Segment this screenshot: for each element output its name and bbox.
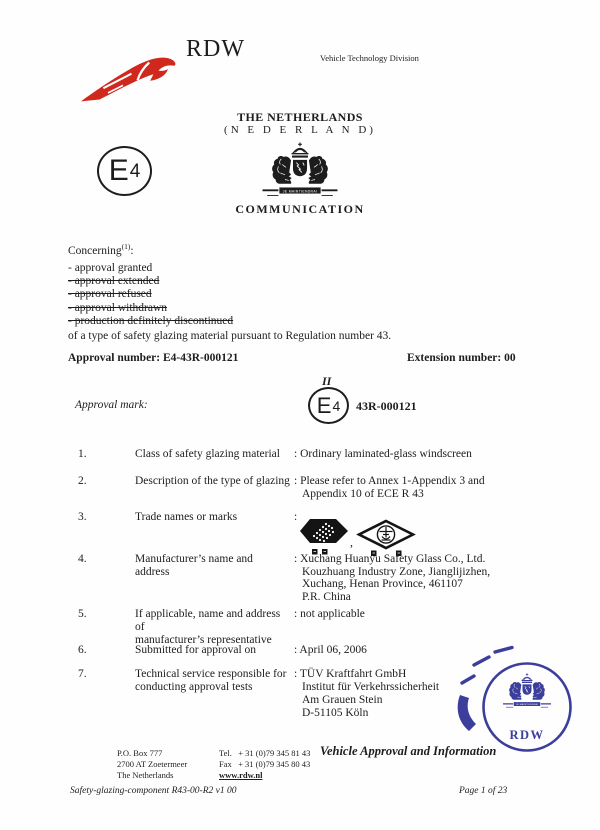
concerning-footnote-ref: (1) — [121, 242, 131, 251]
item-label-line: Class of safety glazing material — [135, 448, 280, 460]
country-title: THE NETHERLANDS — [237, 110, 363, 124]
footer-web-link: www.rdw.nl — [219, 770, 263, 780]
item-label-line: Description of the type of glazing — [135, 475, 290, 487]
item-label-line: Trade names or marks — [135, 511, 238, 523]
approval-mark-label: Approval mark: — [75, 399, 148, 411]
item-value-line: Appendix 10 of ECE R 43 — [302, 488, 424, 500]
footer-address-line: P.O. Box 777 — [117, 748, 163, 758]
approval-number: Approval number: E4-43R-000121 — [68, 352, 239, 364]
concerning-subject: of a type of safety glazing material pursuant to Regulation number 43. — [68, 330, 392, 342]
item-value-colon: : — [294, 511, 298, 523]
concerning-label: Concerning — [68, 244, 122, 257]
item-value-line: Kouzhuang Industry Zone, Jianglijizhen, — [302, 565, 491, 578]
e-mark-digit: 4 — [129, 160, 141, 182]
concerning-options — [68, 262, 233, 328]
item-value-line: : Please refer to Annex 1-Appendix 3 and — [294, 475, 485, 487]
item-label-line: conducting approval tests — [135, 681, 253, 693]
item-value-line: Am Grauen Stein — [302, 694, 383, 706]
concerning-option: - approval withdrawn — [68, 301, 167, 314]
item-value-line: Xuchang, Henan Province, 461107 — [302, 578, 463, 590]
item-number: 4. — [78, 553, 87, 565]
concerning-heading: Concerning$^{(1)}$: — [68, 242, 134, 257]
item-value-line: D-51105 Köln — [302, 707, 369, 719]
item-number: 5. — [78, 608, 87, 620]
footer-address-line: 2700 AT Zoetermeer — [117, 759, 188, 769]
item-value-line: : TÜV Kraftfahrt GmbH — [294, 668, 407, 680]
e4-approval-mark-badge — [97, 146, 152, 196]
brand-text: RDW — [186, 36, 245, 62]
item-value-line: : Xuchang Huanyu Safety Glass Co., Ltd. — [294, 553, 486, 565]
item-number: 3. — [78, 511, 87, 523]
concerning-option: - approval extended — [68, 275, 160, 288]
item-value-line: Institut für Verkehrssicherheit — [302, 681, 440, 693]
footer-address-line: The Netherlands — [117, 770, 174, 780]
trademark-separator: , — [350, 535, 353, 549]
extension-number: Extension number: 00 — [407, 352, 516, 364]
item-value-line: P.R. China — [302, 590, 351, 603]
item-label-line: Submitted for approval on — [135, 644, 257, 656]
item-number: 2. — [78, 475, 87, 487]
dutch-coat-of-arms-icon — [253, 142, 347, 202]
concerning-option: - approval refused — [68, 288, 152, 301]
country-subtitle: (N E D E R L A N D) — [224, 124, 376, 136]
item-number: 7. — [78, 668, 87, 680]
approval-mark-roman: II — [322, 374, 332, 388]
footer-tel: Tel. + 31 (0)79 345 81 43 — [219, 748, 311, 758]
doc-type-title: COMMUNICATION — [235, 202, 365, 216]
e-mark-letter: E — [108, 154, 129, 187]
concerning-option: - production definitely discontinued — [68, 314, 234, 327]
item-value-line: : April 06, 2006 — [294, 644, 367, 656]
rdw-red-wing-logo-icon — [78, 48, 183, 106]
item-label-line: If applicable, name and address of — [135, 608, 281, 633]
item-label-line: Manufacturer’s name and address — [135, 553, 253, 578]
footer-contact — [219, 748, 310, 781]
page-number: Page 1 of 23 — [459, 786, 508, 796]
item-label-line: Technical service responsible for — [135, 668, 287, 680]
huanyu-hexagon-dotted-mark-icon — [299, 518, 349, 556]
footer-fax: Fax + 31 (0)79 345 80 43 — [219, 759, 311, 769]
e4-approval-mark-small-badge: E 4 — [308, 387, 349, 424]
item-value-line: : not applicable — [294, 608, 365, 620]
footer-tagline: Vehicle Approval and Information — [320, 744, 497, 758]
item-label-line: manufacturer’s representative — [135, 634, 272, 646]
huanyu-diamond-circle-emblem-mark-icon — [356, 519, 416, 557]
division-text: Vehicle Technology Division — [320, 53, 419, 63]
approval-mark-code: 43R-000121 — [356, 399, 417, 413]
svg-text:RDW: RDW — [509, 728, 545, 742]
item-number: 1. — [78, 448, 87, 460]
footer-address — [117, 748, 187, 781]
item-number: 6. — [78, 644, 87, 656]
doc-reference: Safety-glazing-component R43-00-R2 v1 00 — [70, 786, 237, 796]
concerning-option: - approval granted — [68, 262, 153, 274]
item-value-line: : Ordinary laminated-glass windscreen — [294, 448, 472, 460]
